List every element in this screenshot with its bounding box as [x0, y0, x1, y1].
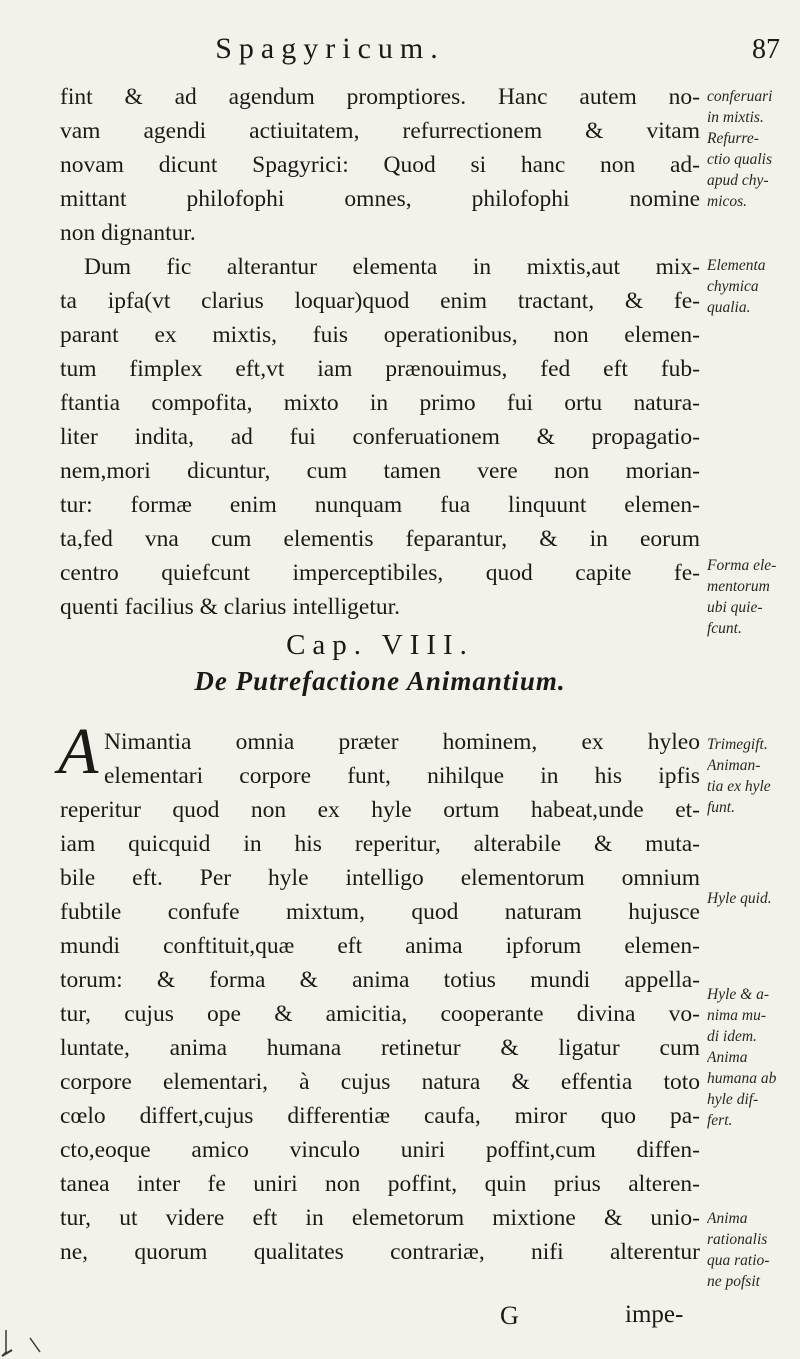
margin-note — [707, 86, 797, 212]
margin-note — [707, 1047, 797, 1131]
margin-note-line: Trimegift. — [707, 736, 768, 753]
text-line: fint & ad agendum promptiores. Hanc autem no- — [60, 84, 700, 110]
text-line: ftantia compofita, mixto in primo fui ortu natura- — [60, 390, 700, 416]
section-title: De Putrefactione Animantium. — [194, 666, 566, 696]
signature-mark: G — [500, 1301, 519, 1330]
page-number: 87 — [752, 34, 780, 65]
margin-note-line: apud chy- — [707, 172, 769, 189]
text-line: fubtile confufe mixtum, quod naturam hujusce — [60, 899, 700, 925]
drop-cap: A — [58, 715, 99, 788]
margin-note-line: Anima — [707, 1049, 748, 1066]
text-line: nem,mori dicuntur, cum tamen vere non morian- — [60, 458, 700, 484]
margin-note-line: fcunt. — [707, 620, 742, 637]
margin-note-line: ctio qualis — [707, 151, 773, 168]
text-line: tanea inter fe uniri non poffint, quin prius alteren- — [60, 1171, 700, 1197]
margin-note-line: humana ab — [707, 1070, 777, 1087]
margin-note-line: qualia. — [707, 299, 751, 316]
margin-note-line: in mixtis. — [707, 109, 764, 126]
margin-note-line: chymica — [707, 278, 759, 295]
text-line: novam dicunt Spagyrici: Quod si hanc non ad- — [60, 152, 700, 178]
text-line: iam quicquid in his reperitur, alterabile & muta- — [60, 831, 700, 857]
margin-note-line: Forma ele- — [707, 557, 777, 574]
margin-note-line: Refurre- — [707, 130, 759, 147]
text-line: non dignantur. — [60, 220, 196, 246]
text-line: luntate, anima humana retinetur & ligatur cum — [60, 1035, 700, 1061]
text-line: Nimantia omnia præter hominem, ex hyleo — [104, 729, 700, 755]
text-line: tur: formæ enim nunquam fua linquunt elemen- — [60, 492, 700, 518]
margin-note-line: Elementa — [707, 257, 766, 274]
text-line: centro quiefcunt imperceptibiles, quod capite fe- — [60, 560, 700, 586]
text-line: cto,eoque amico vinculo uniri poffint,cum diffen- — [60, 1137, 700, 1163]
margin-note-line: micos. — [707, 193, 748, 210]
margin-note-line: Animan- — [707, 757, 761, 774]
margin-note-line: ubi quie- — [707, 599, 763, 616]
running-title: Spagyricum. — [215, 32, 445, 65]
text-line: corpore elementari, à cujus natura & effentia toto — [60, 1069, 700, 1095]
text-line: elementari corpore funt, nihilque in his ipfis — [104, 763, 700, 789]
text-line: quenti facilius & clarius intelligetur. — [60, 594, 401, 620]
text-line: tur, ut videre eft in elemetorum mixtione & unio- — [60, 1205, 700, 1231]
margin-note-line: fert. — [707, 1112, 733, 1129]
text-line: ne, quorum qualitates contrariæ, nifi alterentur — [60, 1239, 700, 1265]
text-line: vam agendi actiuitatem, refurrectionem & vitam — [60, 118, 700, 144]
margin-note-line: mentorum — [707, 578, 770, 595]
text-line: ta ipfa(vt clarius loquar)quod enim tractant, & fe- — [60, 288, 700, 314]
margin-note-line: tia ex hyle — [707, 778, 771, 795]
margin-note-line: conferuari — [707, 88, 773, 105]
text-line: Dum fic alterantur elementa in mixtis,aut mix- — [84, 254, 700, 280]
margin-note — [707, 888, 797, 909]
margin-note-line: Hyle quid. — [707, 890, 772, 907]
text-line: cœlo differt,cujus differentiæ caufa, miror quo pa- — [60, 1103, 700, 1129]
second-paragraph — [58, 715, 700, 1285]
text-line: torum: & forma & anima totius mundi appella- — [60, 967, 700, 993]
chapter-heading: Cap. VIII. — [286, 629, 474, 661]
margin-note — [707, 555, 797, 639]
margin-note-line: qua ratio- — [707, 1252, 770, 1269]
catchword: impe- — [625, 1301, 684, 1328]
text-line: tur, cujus ope & amicitia, cooperante divina vo- — [60, 1001, 700, 1027]
margin-note-line: Hyle & a- — [707, 986, 769, 1003]
text-line: bile eft. Per hyle intelligo elementorum omnium — [60, 865, 700, 891]
margin-note-line: rationalis — [707, 1231, 768, 1248]
margin-note-line: funt. — [707, 799, 735, 816]
margin-note-line: hyle dif- — [707, 1091, 759, 1108]
text-line: mittant philofophi omnes, philofophi nomine — [60, 186, 700, 212]
margin-note-line: ne pofsit — [707, 1273, 760, 1290]
margin-note — [707, 984, 797, 1047]
page-header — [0, 30, 800, 80]
page-edge-marks — [0, 1330, 60, 1359]
margin-note-line: Anima — [707, 1210, 748, 1227]
text-line: parant ex mixtis, fuis operationibus, non elemen- — [60, 322, 700, 348]
margin-note-line: nima mu- — [707, 1007, 766, 1024]
text-line: tum fimplex eft,vt iam prænouimus, fed eft fub- — [60, 356, 700, 382]
margin-note — [707, 1208, 797, 1292]
text-line: liter indita, ad fui conferuationem & propagatio- — [60, 424, 700, 450]
margin-note — [707, 734, 797, 818]
text-line: ta,fed vna cum elementis feparantur, & in eorum — [60, 526, 700, 552]
text-line: reperitur quod non ex hyle ortum habeat,unde et- — [60, 797, 700, 823]
margin-note — [707, 255, 797, 318]
margin-note-line: di idem. — [707, 1028, 757, 1045]
text-line: mundi conftituit,quæ eft anima ipforum elemen- — [60, 933, 700, 959]
